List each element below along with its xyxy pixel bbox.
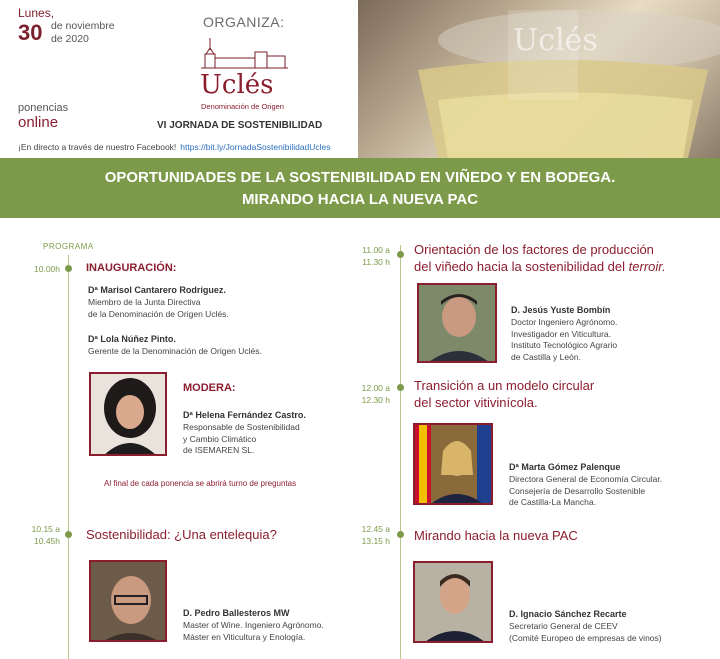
facebook-link[interactable]: https://bit.ly/JornadaSostenibilidadUcles [180,142,331,152]
event-date [18,6,115,46]
svg-text:Uclés: Uclés [513,23,598,58]
speaker-name-sanchez: D. Ignacio Sánchez Recarte [509,609,627,619]
timeline-dot [397,384,404,391]
month: de noviembre [50,20,115,32]
speaker-name-fernandez: Dª Helena Fernández Castro. [183,410,306,420]
time-s1-value: 10.00h [34,264,60,274]
desc-line: Gerente de la Denominación de Origen Uclés. [88,346,262,356]
speaker-desc-fernandez [183,422,300,457]
time-r1-end: 11.30 h [362,257,390,267]
person-illustration [419,285,497,363]
person-illustration [415,425,493,505]
time-r3 [352,523,390,547]
wine-glass-illustration [358,0,720,158]
desc-line: de Castilla y León. [511,351,581,362]
time-r2-end: 12.30 h [361,395,390,405]
desc-line: Responsable de Sostenibilidad [183,422,300,432]
speaker-desc-sanchez [509,621,662,644]
speaker-name-cantarero: Dª Marisol Cantarero Rodríguez. [88,285,226,295]
transicion-title [414,377,594,411]
inauguracion-title: INAUGURACIÓN: [86,262,177,274]
desc-line: de Castilla-La Mancha. [509,497,596,507]
portrait-marta-gomez [413,423,493,505]
year: de 2020 [50,33,89,45]
desc-line: Miembro de la Junta Directiva [88,297,201,307]
facebook-line [18,142,331,152]
orientacion-line-2: del viñedo hacia la sostenibilidad del [414,259,626,274]
banner-line-1: OPORTUNIDADES DE LA SOSTENIBILIDAD EN VIÑEDO Y EN BODEGA. [104,169,616,186]
desc-line: Instituto Tecnológico Agrario [511,340,618,350]
desc-line: de ISEMAREN SL. [183,445,255,455]
jornada-title: VI JORNADA DE SOSTENIBILIDAD [157,120,323,131]
ponencias-label: ponencias [18,102,69,114]
time-s2-start: 10.15 a [31,524,60,534]
time-s1 [18,263,60,275]
orientacion-line-1: Orientación de los factores de producción [414,242,654,257]
speaker-desc-nunez [88,346,262,358]
weekday: Lunes, [18,6,55,20]
desc-line: Máster en Viticultura y Enología. [183,631,306,642]
timeline-dot [65,265,72,272]
portrait-helena-fernandez [89,372,167,456]
desc-line: Secretario General de CEEV [509,621,618,631]
title-banner [0,158,720,218]
portrait-ignacio-sanchez [413,561,493,643]
month-year [51,20,115,46]
time-r3-end: 13.15 h [361,536,390,546]
time-r3-start: 12.45 a [361,524,390,534]
left-timeline-line [68,255,69,659]
speaker-desc-ballesteros [183,620,324,643]
sostenibilidad-title: Sostenibilidad: ¿Una entelequia? [86,527,277,542]
desc-line: y Cambio Climático [183,433,257,444]
ponencias-online [18,102,68,131]
desc-line: Investigador en Viticultura. [511,328,612,339]
logo-subtitle: Denominación de Origen [201,102,284,111]
time-r2 [352,382,390,406]
timeline-dot [397,531,404,538]
speaker-name-gomez: Dª Marta Gómez Palenque [509,462,621,472]
banner-line-2: MIRANDO HACIA LA NUEVA PAC [241,191,479,208]
speaker-desc-cantarero [88,297,229,320]
transicion-line-1: Transición a un modelo circular [414,378,595,393]
online-label: online [18,114,59,131]
desc-line: de la Denominación de Origen Uclés. [88,308,229,319]
day-number: 30 [18,20,43,45]
timeline-dot [65,531,72,538]
desc-line: (Comité Europeo de empresas de vinos) [509,632,662,643]
organiza-label: ORGANIZA: [203,14,285,30]
timeline-dot [397,251,404,258]
time-r1 [352,244,390,268]
time-r1-start: 11.00 a [362,245,390,255]
orientacion-terroir: terroir. [628,259,666,274]
time-r2-start: 12.00 a [361,383,390,393]
orientacion-title [414,241,666,275]
desc-line: Doctor Ingeniero Agrónomo. [511,317,618,327]
speaker-desc-gomez [509,474,662,509]
transicion-line-2: del sector vitivinícola. [414,395,538,410]
time-s2-end: 10.45h [34,536,60,546]
pac-title: Mirando hacia la nueva PAC [414,528,578,543]
wine-glass-photo [358,0,720,158]
right-timeline-line [400,245,401,659]
speaker-name-nunez: Dª Lola Núñez Pinto. [88,334,176,344]
questions-note: Al final de cada ponencia se abrirá turno de preguntas [104,479,297,488]
logo-wordmark: Uclés [200,70,274,100]
speaker-name-ballesteros: D. Pedro Ballesteros MW [183,608,290,618]
desc-line: Master of Wine. Ingeniero Agrónomo. [183,620,324,630]
portrait-pedro-ballesteros [89,560,167,642]
person-illustration [91,562,167,642]
desc-line: Consejería de Desarrollo Sostenible [509,485,646,496]
speaker-name-yuste: D. Jesús Yuste Bombín [511,305,611,315]
desc-line: Directora General de Economía Circular. [509,474,663,484]
person-illustration [415,563,493,643]
speaker-desc-yuste [511,317,617,363]
facebook-text: ¡En directo a través de nuestro Facebook! [18,142,177,152]
person-illustration [91,374,167,456]
modera-title: MODERA: [183,382,236,394]
portrait-jesus-yuste [417,283,497,363]
time-s2 [18,523,60,547]
programa-label: PROGRAMA [43,242,94,251]
